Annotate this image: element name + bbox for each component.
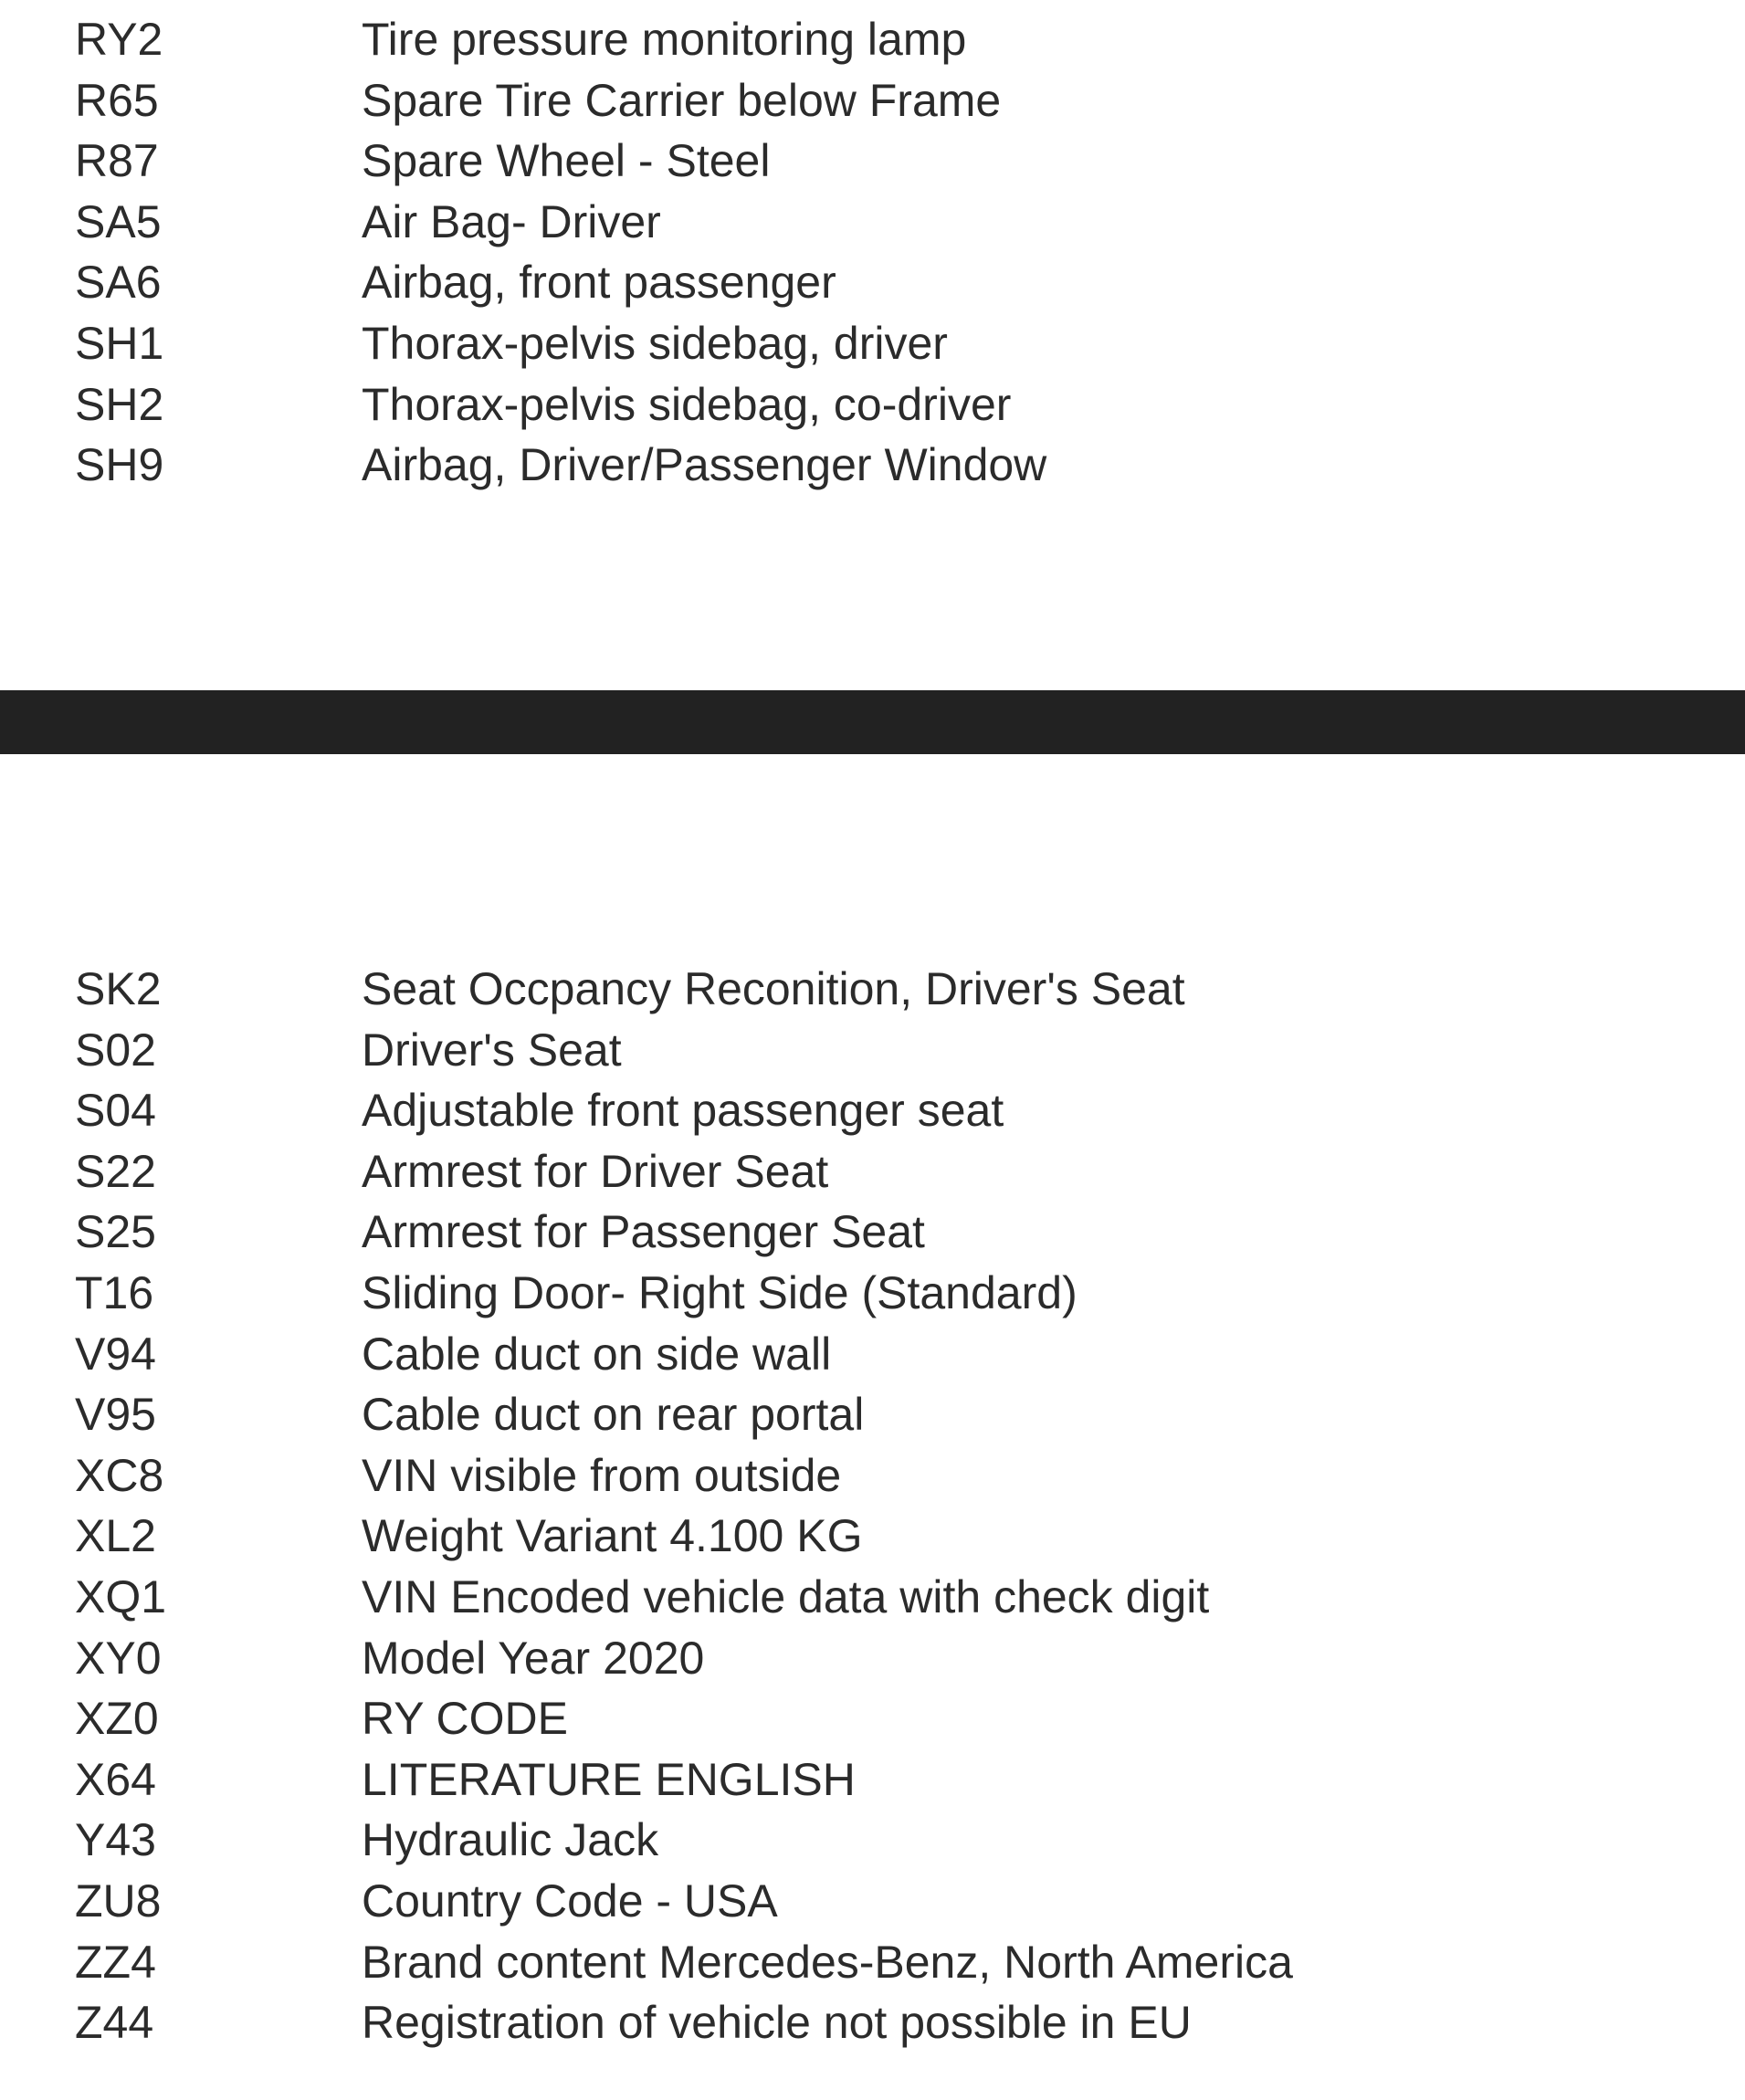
option-code: S22: [75, 1145, 156, 1197]
option-description: Weight Variant 4.100 KG: [362, 1510, 863, 1562]
option-description: Airbag, Driver/Passenger Window: [362, 439, 1047, 491]
option-row: [0, 131, 1745, 192]
option-code: XQ1: [75, 1570, 167, 1622]
option-code: R87: [75, 135, 159, 187]
option-description: Adjustable front passenger seat: [362, 1085, 1004, 1137]
option-row: [0, 1202, 1745, 1263]
option-description: Airbag, front passenger: [362, 257, 836, 309]
option-row: [0, 192, 1745, 253]
option-description: Hydraulic Jack: [362, 1814, 659, 1866]
option-row: [0, 1992, 1745, 2053]
option-code-list-bottom: [0, 959, 1745, 2053]
option-row: [0, 1263, 1745, 1324]
option-description: Tire pressure monitoring lamp: [362, 14, 967, 65]
option-row: [0, 9, 1745, 70]
option-row: [0, 1506, 1745, 1567]
option-description: Seat Occpancy Reconition, Driver's Seat: [362, 963, 1185, 1014]
option-description: Thorax-pelvis sidebag, driver: [362, 317, 948, 369]
option-code: T16: [75, 1266, 154, 1318]
option-row: [0, 374, 1745, 436]
option-row: [0, 70, 1745, 131]
option-code: SH1: [75, 317, 164, 369]
option-row: [0, 1020, 1745, 1081]
option-code: SK2: [75, 963, 162, 1014]
option-description: LITERATURE ENGLISH: [362, 1753, 856, 1805]
option-row: [0, 1749, 1745, 1811]
option-row: [0, 252, 1745, 313]
option-code: V95: [75, 1389, 156, 1441]
option-row: [0, 435, 1745, 496]
option-code: V94: [75, 1328, 156, 1380]
option-code: SA5: [75, 195, 162, 247]
option-description: Air Bag- Driver: [362, 195, 661, 247]
option-description: Cable duct on rear portal: [362, 1389, 865, 1441]
option-description: Model Year 2020: [362, 1632, 705, 1684]
option-code: Y43: [75, 1814, 156, 1866]
option-row: [0, 1141, 1745, 1202]
option-code: ZU8: [75, 1874, 162, 1927]
option-description: VIN visible from outside: [362, 1449, 842, 1501]
option-code: ZZ4: [75, 1936, 156, 1988]
option-row: [0, 1445, 1745, 1507]
option-description: VIN Encoded vehicle data with check digit: [362, 1570, 1210, 1622]
option-description: Registration of vehicle not possible in EU: [362, 1997, 1192, 2049]
option-row: [0, 1871, 1745, 1932]
option-code: S04: [75, 1085, 156, 1137]
option-code: X64: [75, 1753, 156, 1805]
option-code: Z44: [75, 1997, 154, 2049]
option-description: Armrest for Driver Seat: [362, 1145, 829, 1197]
option-row: [0, 1567, 1745, 1628]
option-code: SH2: [75, 378, 164, 430]
option-row: [0, 1628, 1745, 1689]
option-code: XC8: [75, 1449, 164, 1501]
option-description: Spare Wheel - Steel: [362, 135, 771, 187]
option-row: [0, 1932, 1745, 1993]
option-description: Driver's Seat: [362, 1024, 622, 1076]
option-code-list-top: [0, 9, 1745, 496]
option-row: [0, 1688, 1745, 1749]
option-description: RY CODE: [362, 1693, 569, 1745]
option-code: RY2: [75, 14, 163, 65]
option-row: [0, 1080, 1745, 1141]
option-description: Brand content Mercedes-Benz, North America: [362, 1936, 1293, 1988]
option-row: [0, 313, 1745, 374]
page-divider: [0, 690, 1745, 754]
option-code: SA6: [75, 257, 162, 309]
option-description: Country Code - USA: [362, 1874, 778, 1927]
option-code: XZ0: [75, 1693, 159, 1745]
option-row: [0, 1810, 1745, 1871]
option-code: SH9: [75, 439, 164, 491]
option-row: [0, 1324, 1745, 1385]
option-row: [0, 1384, 1745, 1445]
option-description: Cable duct on side wall: [362, 1328, 832, 1380]
option-description: Armrest for Passenger Seat: [362, 1206, 925, 1258]
option-description: Sliding Door- Right Side (Standard): [362, 1266, 1077, 1318]
option-code: XL2: [75, 1510, 156, 1562]
option-code: XY0: [75, 1632, 162, 1684]
option-code: R65: [75, 74, 159, 126]
option-code: S02: [75, 1024, 156, 1076]
option-description: Spare Tire Carrier below Frame: [362, 74, 1002, 126]
option-description: Thorax-pelvis sidebag, co-driver: [362, 378, 1012, 430]
option-row: [0, 959, 1745, 1020]
option-code: S25: [75, 1206, 156, 1258]
